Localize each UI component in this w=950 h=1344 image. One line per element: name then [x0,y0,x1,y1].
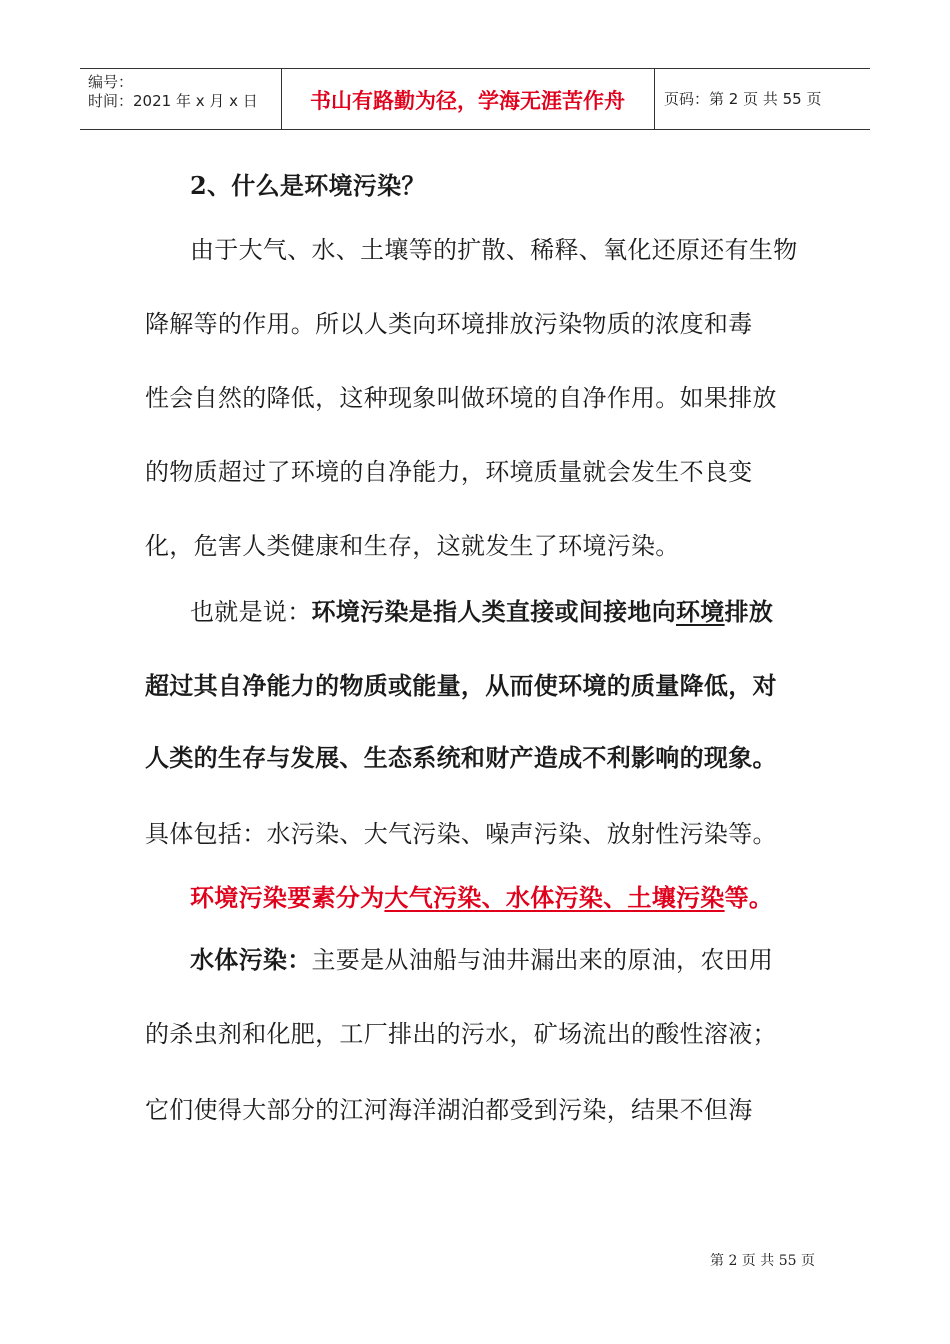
water-pollution-label: 水体污染： [190,945,312,974]
document-header [80,68,870,130]
date-label: 时间：2021 年 x 月 x 日 [88,92,258,110]
definition-text: 排放 [724,597,774,626]
definition-text: 环境污染是指人类直接或间接地向 [311,597,676,626]
water-pollution-line-1 [190,940,773,975]
serial-label: 编号： [88,73,134,91]
paragraph-line: 由于大气、水、土壤等的扩散、稀释、氧化还原还有生物 [190,236,798,264]
header-right-cell [654,69,870,129]
paragraph-line: 性会自然的降低，这种现象叫做环境的自净作用。如果排放 [145,384,777,412]
header-page-info: 页码：第 2 页 共 55 页 [664,90,822,108]
paragraph-line: 化，危害人类健康和生存，这就发生了环境污染。 [145,532,680,560]
paragraph-line: 降解等的作用。所以人类向环境排放污染物质的浓度和毒 [145,310,753,338]
definition-line-2: 超过其自净能力的物质或能量，从而使环境的质量降低，对 [145,671,777,700]
header-left-cell [80,69,282,129]
elements-prefix: 环境污染要素分为 [190,883,385,912]
header-middle-cell [281,69,655,129]
includes-line: 具体包括：水污染、大气污染、噪声污染、放射性污染等。 [145,820,777,848]
footer-page-number: 第 2 页 共 55 页 [710,1253,815,1269]
motto: 书山有路勤为径，学海无涯苦作舟 [310,89,625,113]
environment-link[interactable]: 环境 [676,597,725,626]
elements-suffix: 等。 [724,883,774,912]
section-heading: 2、什么是环境污染？ [190,171,426,200]
definition-line-3: 人类的生存与发展、生态系统和财产造成不利影响的现象。 [145,743,777,772]
definition-line-1 [190,592,773,627]
water-pollution-text: 主要是从油船与油井漏出来的原油，农田用 [311,946,774,974]
elements-line [190,878,773,913]
paragraph-line: 的物质超过了环境的自净能力，环境质量就会发生不良变 [145,458,753,486]
definition-intro: 也就是说： [190,598,312,626]
water-pollution-line-2: 的杀虫剂和化肥，工厂排出的污水，矿场流出的酸性溶液； [145,1020,777,1048]
elements-items: 大气污染、水体污染、土壤污染 [384,883,725,912]
water-pollution-line-3: 它们使得大部分的江河海洋湖泊都受到污染，结果不但海 [145,1096,753,1124]
